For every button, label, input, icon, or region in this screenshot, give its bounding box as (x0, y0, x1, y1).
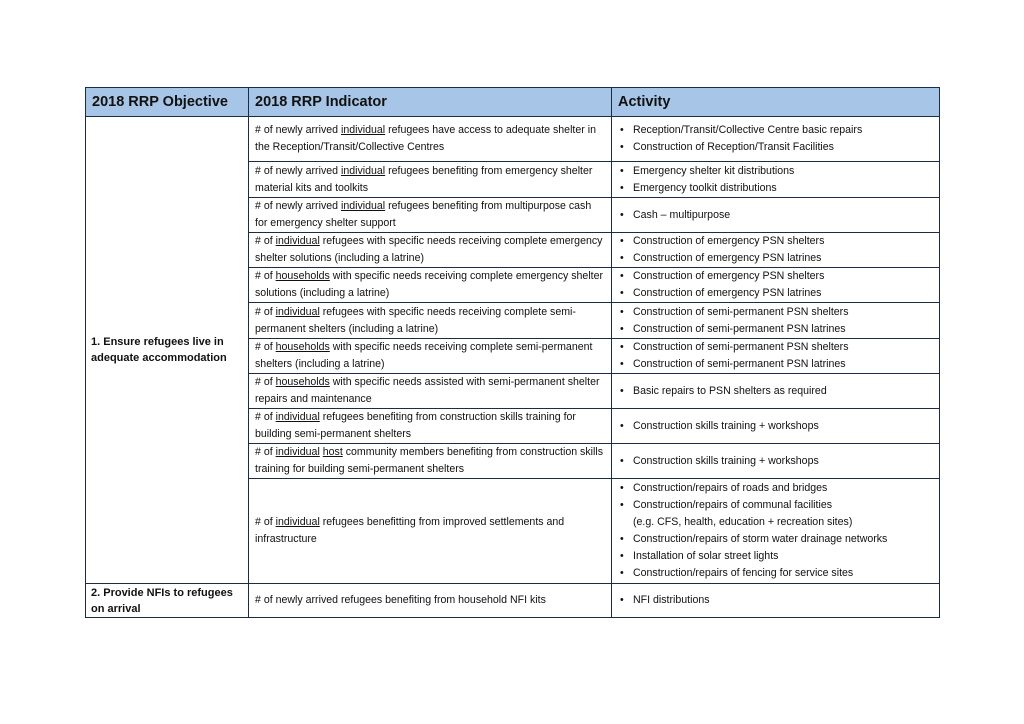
indicator-emphasis: host (322, 446, 343, 458)
activity-text: Emergency shelter kit distributions (633, 164, 795, 177)
activity-item (620, 304, 933, 321)
activity-cell (612, 162, 940, 198)
activity-text: (e.g. CFS, health, education + recreation sites) (633, 516, 853, 528)
indicator-text: refugees benefiting from construction skills training for building semi-permanent shelters (255, 411, 576, 440)
indicator-text: refugees benefiting from multipurpose cash for emergency shelter support (255, 200, 592, 229)
bullet-icon: • (620, 141, 624, 153)
indicator-text: community members benefiting from construction skills training for building semi-permanent shelters (255, 446, 604, 475)
indicator-text: # of newly arrived (255, 200, 341, 212)
indicator-cell (249, 233, 612, 268)
objective-cell: 1. Ensure refugees live in adequate accommodation (86, 117, 249, 584)
activity-item (620, 339, 933, 356)
activity-cell (612, 198, 940, 233)
activity-list (620, 480, 933, 582)
bullet-icon: • (620, 594, 624, 606)
bullet-icon: • (620, 287, 624, 299)
indicator-emphasis: households (275, 341, 330, 353)
header-row (86, 88, 940, 117)
activity-text: Construction of semi-permanent PSN shelters (633, 341, 849, 353)
table-body (86, 117, 940, 618)
activity-cell (612, 117, 940, 162)
indicator-text: with specific needs receiving complete semi-permanent shelters (including a latrine) (255, 341, 593, 370)
indicator-text: # of (255, 516, 276, 528)
bullet-icon: • (620, 208, 624, 221)
activity-cell (612, 584, 940, 618)
indicator-text: # of newly arrived (255, 124, 341, 136)
activity-text: Construction/repairs of fencing for service sites (633, 567, 854, 579)
activity-text: Construction of semi-permanent PSN latrines (633, 322, 846, 335)
indicator-text: refugees with specific needs receiving complete emergency shelter solutions (including a latrine) (255, 235, 603, 264)
activity-text: Construction/repairs of roads and bridges (633, 482, 828, 494)
indicator-text: refugees have access to adequate shelter in the Reception/Transit/Collective Centres (255, 124, 596, 153)
indicator-emphasis: households (275, 270, 330, 282)
bullet-icon: • (620, 124, 624, 136)
activity-item (620, 321, 933, 338)
activity-list (620, 339, 933, 373)
bullet-icon: • (620, 533, 624, 545)
indicator-emphasis: individual (275, 516, 320, 528)
indicator-cell (249, 374, 612, 409)
activity-cell (612, 409, 940, 444)
activity-cell (612, 303, 940, 339)
activity-text: Emergency toolkit distributions (633, 181, 777, 194)
rrp-table (85, 87, 940, 618)
objective-cell: 2. Provide NFIs to refugees on arrival (86, 584, 249, 618)
bullet-icon: • (620, 235, 624, 247)
activity-item (620, 497, 933, 514)
activity-text: Construction of Reception/Transit Facilities (633, 141, 834, 153)
activity-text: Construction/repairs of communal facilities (633, 499, 833, 511)
activity-item (620, 233, 933, 250)
activity-text: Reception/Transit/Collective Centre basic repairs (633, 124, 863, 136)
activity-text: Construction of semi-permanent PSN latrines (633, 358, 846, 370)
activity-list (620, 383, 933, 400)
activity-text: Construction/repairs of storm water drainage networks (633, 533, 888, 545)
indicator-emphasis: individual (275, 305, 320, 318)
indicator-text: refugees benefitting from improved settlements and infrastructure (255, 516, 565, 545)
indicator-cell (249, 444, 612, 479)
activity-text: Construction of emergency PSN latrines (633, 287, 822, 299)
activity-item (620, 180, 933, 197)
bullet-icon: • (620, 322, 624, 335)
activity-item (620, 250, 933, 267)
indicator-cell (249, 117, 612, 162)
header-indicator: 2018 RRP Indicator (249, 88, 612, 117)
activity-text: Construction of emergency PSN shelters (633, 270, 825, 282)
indicator-emphasis: individual (340, 124, 386, 136)
activity-list (620, 233, 933, 267)
indicator-cell (249, 584, 612, 618)
indicator-cell (249, 409, 612, 444)
activity-item (620, 285, 933, 302)
bullet-icon: • (620, 454, 624, 467)
activity-text: Construction of semi-permanent PSN shelters (633, 305, 849, 318)
activity-text: Installation of solar street lights (633, 550, 779, 562)
activity-text: Cash – multipurpose (633, 208, 731, 221)
indicator-text: with specific needs assisted with semi-permanent shelter repairs and maintenance (255, 376, 600, 405)
indicator-text: # of (255, 305, 276, 318)
activity-item (620, 514, 933, 531)
activity-item (620, 122, 933, 139)
activity-item (620, 418, 933, 435)
activity-cell (612, 339, 940, 374)
indicator-text: with specific needs receiving complete emergency shelter solutions (including a latrine) (255, 270, 604, 299)
activity-text: Construction of emergency PSN latrines (633, 252, 822, 264)
activity-item (620, 139, 933, 156)
indicator-text: refugees with specific needs receiving complete semi-permanent shelters (including a latrine) (255, 305, 576, 335)
activity-text: Construction skills training + workshops (633, 454, 819, 467)
activity-text: Construction skills training + workshops (633, 419, 819, 432)
bullet-icon: • (620, 181, 624, 194)
bullet-icon: • (620, 499, 624, 511)
indicator-text: # of (255, 270, 276, 282)
indicator-cell (249, 162, 612, 198)
header-objective: 2018 RRP Objective (86, 88, 249, 117)
indicator-text: # of (255, 235, 276, 247)
activity-list (620, 453, 933, 470)
bullet-icon: • (620, 384, 624, 397)
activity-item (620, 383, 933, 400)
activity-list (620, 268, 933, 302)
indicator-text: # of (255, 446, 276, 458)
bullet-icon: • (620, 341, 624, 353)
activity-list (620, 304, 933, 338)
bullet-icon: • (620, 482, 624, 494)
activity-item (620, 268, 933, 285)
bullet-icon: • (620, 252, 624, 264)
indicator-emphasis: individual (340, 200, 386, 212)
indicator-text: # of (255, 411, 276, 423)
indicator-cell (249, 198, 612, 233)
activity-text: Construction of emergency PSN shelters (633, 235, 825, 247)
bullet-icon: • (620, 567, 624, 579)
activity-list (620, 418, 933, 435)
activity-list (620, 163, 933, 197)
activity-list (620, 122, 933, 156)
activity-item (620, 163, 933, 180)
indicator-cell (249, 303, 612, 339)
activity-item (620, 356, 933, 373)
activity-text: NFI distributions (633, 594, 710, 606)
activity-item (620, 453, 933, 470)
indicator-text: refugees benefiting from emergency shelter material kits and toolkits (255, 164, 593, 194)
indicator-text: # of (255, 376, 276, 388)
activity-cell (612, 374, 940, 409)
activity-cell (612, 444, 940, 479)
activity-cell (612, 233, 940, 268)
bullet-icon: • (620, 164, 624, 177)
table-row (86, 117, 940, 162)
activity-cell (612, 479, 940, 584)
activity-cell (612, 268, 940, 303)
indicator-cell (249, 339, 612, 374)
indicator-text: # of newly arrived (255, 164, 341, 177)
indicator-cell (249, 268, 612, 303)
activity-item (620, 592, 933, 609)
indicator-text: # of newly arrived refugees benefiting from household NFI kits (255, 594, 546, 606)
bullet-icon: • (620, 270, 624, 282)
indicator-emphasis: individual (275, 235, 320, 247)
indicator-emphasis: individual (275, 411, 320, 423)
activity-text: Basic repairs to PSN shelters as required (633, 384, 827, 397)
indicator-text: # of (255, 341, 276, 353)
activity-item (620, 565, 933, 582)
activity-list (620, 207, 933, 224)
activity-list (620, 592, 933, 609)
activity-item (620, 207, 933, 224)
bullet-icon: • (620, 305, 624, 318)
indicator-emphasis: individual (340, 164, 386, 177)
activity-item (620, 531, 933, 548)
indicator-cell (249, 479, 612, 584)
activity-item (620, 480, 933, 497)
activity-item (620, 548, 933, 565)
bullet-icon: • (620, 419, 624, 432)
header-activity: Activity (612, 88, 940, 117)
bullet-icon: • (620, 358, 624, 370)
indicator-emphasis: individual (275, 446, 320, 458)
bullet-icon: • (620, 550, 624, 562)
table-row (86, 584, 940, 618)
indicator-emphasis: households (275, 376, 330, 388)
